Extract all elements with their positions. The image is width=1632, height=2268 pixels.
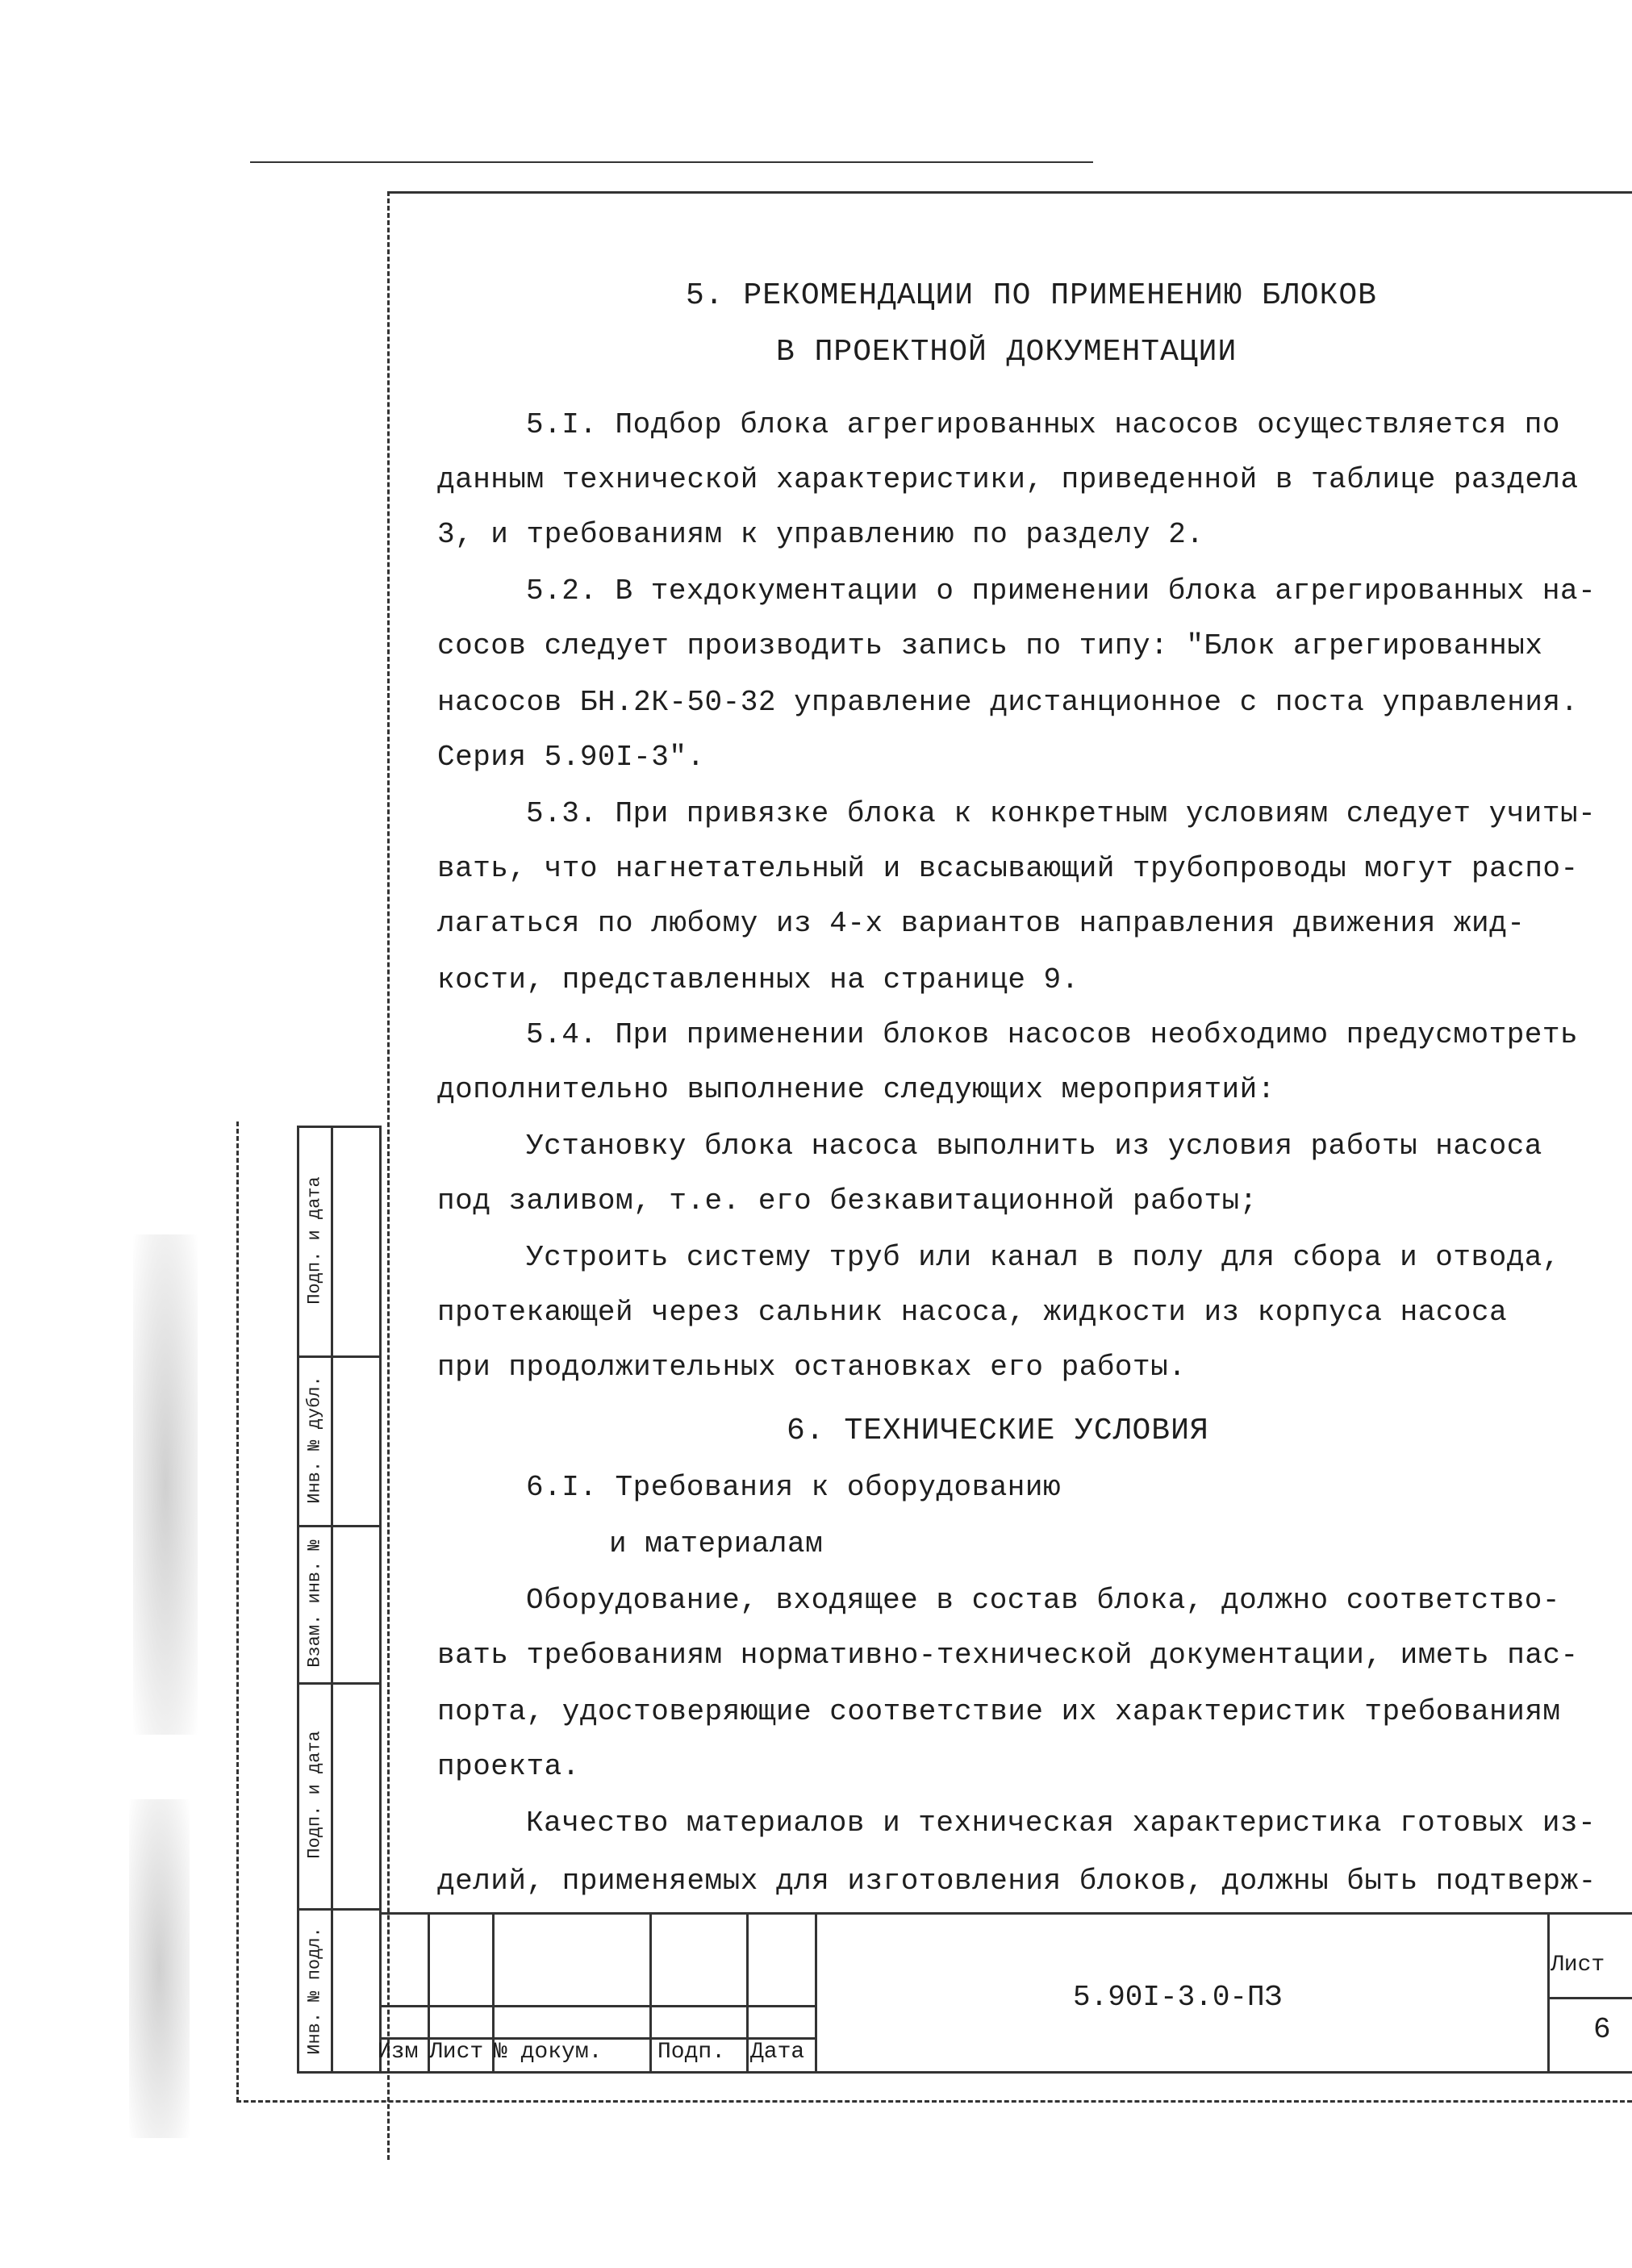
stamp-col-sign: Подп. — [657, 2040, 726, 2065]
frame-top — [387, 191, 1632, 194]
body-line: под заливом, т.е. его безкавитационной работы; — [437, 1184, 1258, 1218]
body-line: вать требованиям нормативно-технической документации, иметь пас- — [437, 1639, 1579, 1672]
sheet-number: 6 — [1593, 2013, 1611, 2046]
side-row-0 — [297, 1126, 382, 1128]
side-col-mid — [331, 1126, 333, 2074]
section6-sub1: 6.I. Требования к оборудованию — [526, 1471, 1062, 1504]
body-line: протекающей через сальник насоса, жидкости из корпуса насоса — [437, 1296, 1508, 1329]
stamp-col-date: Дата — [750, 2040, 805, 2065]
scan-smudge — [129, 1799, 190, 2138]
body-line: проекта. — [437, 1750, 580, 1783]
side-label-inv-podl: Инв. № подл. — [304, 1927, 325, 2055]
doc-code: 5.90I-3.0-ПЗ — [1073, 1981, 1283, 2014]
body-line: порта, удостоверяющие соответствие их характеристик требованиям — [437, 1695, 1561, 1728]
side-label-inv-dubl: Инв. № дубл. — [304, 1376, 325, 1504]
body-line: насосов БН.2К-50-32 управление дистанционное с поста управления. — [437, 686, 1579, 719]
body-line: 3, и требованиям к управлению по разделу 2. — [437, 518, 1204, 551]
stamp-col-list: Лист — [429, 2040, 484, 2065]
section6-heading: 6. ТЕХНИЧЕСКИЕ УСЛОВИЯ — [787, 1414, 1209, 1448]
side-label-sign-date-1: Подп. и дата — [304, 1176, 325, 1305]
stamp-mid-1 — [379, 2005, 815, 2007]
side-label-vzam-inv: Взам. инв. № — [304, 1539, 325, 1668]
body-line: лагаться по любому из 4-х вариантов направления движения жид- — [437, 907, 1526, 940]
sheet-label: Лист — [1551, 1953, 1605, 1978]
body-line: дополнительно выполнение следующих мероприятий: — [437, 1073, 1275, 1106]
top-rule — [250, 161, 1093, 163]
side-col-left — [297, 1126, 299, 2074]
frame-bottom — [236, 2100, 1632, 2103]
body-line: 5.2. В техдокументации о применении блока агрегированных на- — [526, 574, 1597, 608]
body-line: Устроить систему труб или канал в полу для сбора и отвода, — [526, 1241, 1561, 1274]
stamp-col — [649, 1912, 652, 2071]
section5-heading-line2: В ПРОЕКТНОЙ ДОКУМЕНТАЦИИ — [776, 335, 1238, 370]
stamp-top — [379, 1912, 1632, 1915]
body-line: при продолжительных остановках его работы. — [437, 1351, 1187, 1384]
frame-left — [387, 191, 390, 2160]
stamp-col-doc: № докум. — [494, 2040, 603, 2065]
body-line: 5.3. При привязке блока к конкретным условиям следует учиты- — [526, 797, 1597, 830]
section6-sub2: и материалам — [609, 1527, 824, 1560]
scan-smudge — [133, 1234, 198, 1735]
stamp-col-izm: Изм — [378, 2040, 419, 2065]
stamp-col — [746, 1912, 749, 2071]
section5-heading-line1: 5. РЕКОМЕНДАЦИИ ПО ПРИМЕНЕНИЮ БЛОКОВ — [686, 278, 1377, 313]
body-line: 5.I. Подбор блока агрегированных насосов осуществляется по — [526, 408, 1561, 441]
body-line: вать, что нагнетательный и всасывающий трубопроводы могут распо- — [437, 852, 1579, 885]
body-line: кости, представленных на странице 9. — [437, 963, 1079, 996]
body-line: 5.4. При применении блоков насосов необходимо предусмотреть — [526, 1018, 1579, 1051]
outer-left — [236, 1121, 239, 2102]
stamp-col — [815, 1912, 817, 2071]
body-line: Серия 5.90I-3". — [437, 741, 705, 774]
frame-bottom-inner — [297, 2071, 1632, 2074]
body-line: Качество материалов и техническая характеристика готовых из- — [526, 1806, 1597, 1840]
body-line: делий, применяемых для изготовления блоков, должны быть подтверж- — [437, 1865, 1597, 1898]
body-line: сосов следует производить запись по типу: "Блок агрегированных — [437, 629, 1543, 662]
body-line: Установку блока насоса выполнить из условия работы насоса — [526, 1130, 1542, 1163]
side-label-sign-date-2: Подп. и дата — [304, 1731, 325, 1859]
body-line: данным технической характеристики, приведенной в таблице раздела — [437, 463, 1579, 496]
body-line: Оборудование, входящее в состав блока, должно соответство- — [526, 1584, 1561, 1617]
stamp-col — [1547, 1912, 1550, 2071]
stamp-sheet-divider — [1547, 1997, 1632, 1999]
side-col-right — [379, 1126, 382, 2074]
